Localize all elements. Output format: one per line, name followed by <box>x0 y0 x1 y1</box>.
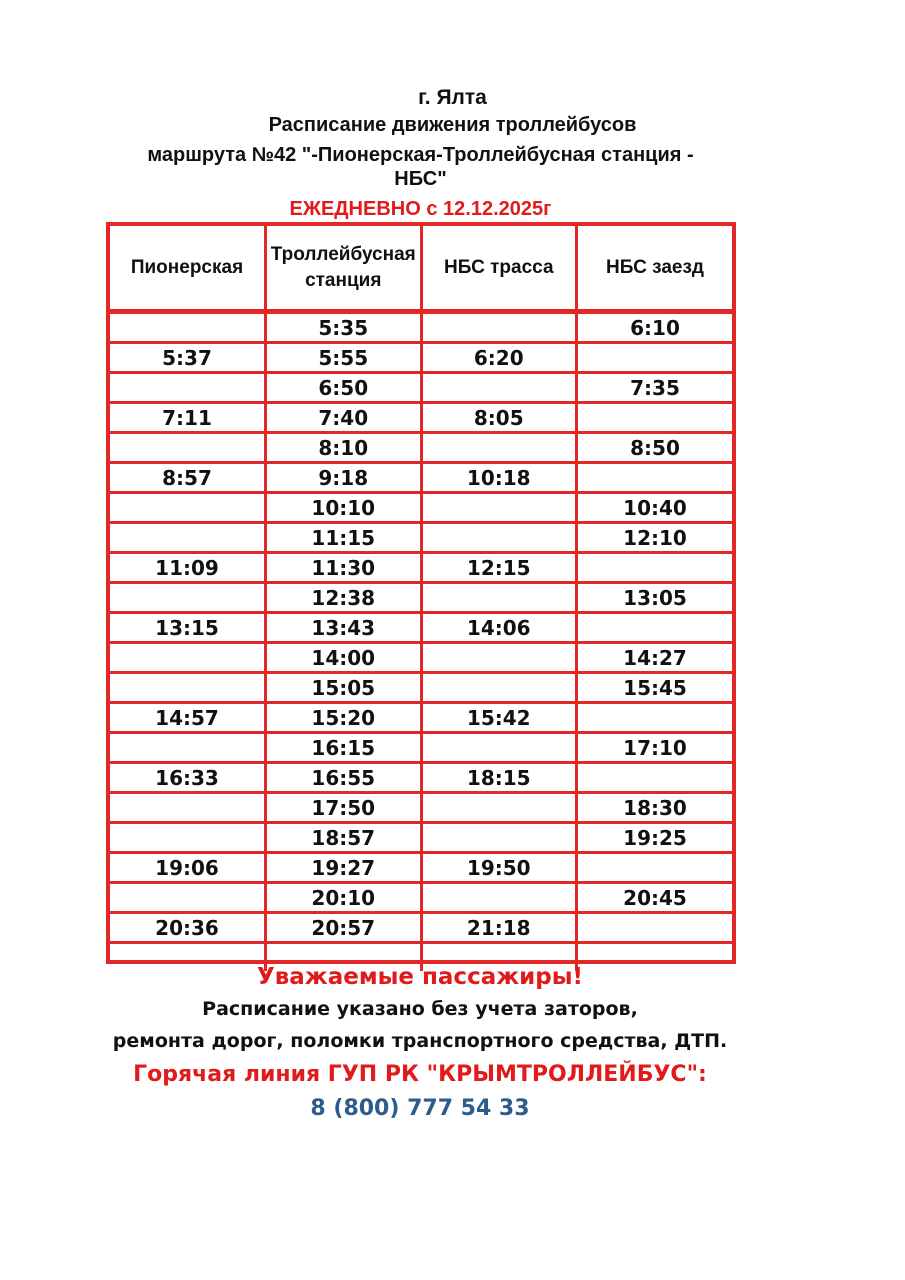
time-cell <box>577 763 733 793</box>
table-row <box>110 853 732 883</box>
route-title: маршрута №42 "-Пионерская-Троллейбусная станция - <box>147 144 694 166</box>
time-cell: 7:11 <box>110 403 266 433</box>
time-cell: 10:10 <box>266 493 422 523</box>
time-cell <box>577 853 733 883</box>
time-cell: 14:00 <box>266 643 422 673</box>
time-cell: 5:35 <box>266 312 422 343</box>
time-cell: 8:05 <box>421 403 577 433</box>
time-cell: 5:37 <box>110 343 266 373</box>
time-cell: 6:10 <box>577 312 733 343</box>
time-cell: 12:38 <box>266 583 422 613</box>
time-cell <box>577 403 733 433</box>
time-cell: 15:45 <box>577 673 733 703</box>
time-cell: 13:15 <box>110 613 266 643</box>
time-cell: 17:50 <box>266 793 422 823</box>
time-cell: 11:09 <box>110 553 266 583</box>
time-cell: 20:45 <box>577 883 733 913</box>
hotline-label: Горячая линия ГУП РК "КРЫМТРОЛЛЕЙБУС": <box>133 1062 707 1087</box>
column-header-pionerskaya: Пионерская <box>110 226 266 312</box>
time-cell <box>110 373 266 403</box>
column-header-trolleybus-station: Троллейбусная станция <box>266 226 422 312</box>
time-cell <box>577 343 733 373</box>
table-row <box>110 763 732 793</box>
time-cell <box>577 463 733 493</box>
time-cell: 19:50 <box>421 853 577 883</box>
time-cell <box>110 312 266 343</box>
time-cell <box>421 583 577 613</box>
table-row <box>110 673 732 703</box>
time-cell: 10:40 <box>577 493 733 523</box>
daily-effective-date: ЕЖЕДНЕВНО с 12.12.2025г <box>289 198 552 220</box>
time-cell <box>110 583 266 613</box>
time-cell <box>421 643 577 673</box>
time-cell: 15:05 <box>266 673 422 703</box>
table-row <box>110 553 732 583</box>
time-cell: 20:10 <box>266 883 422 913</box>
passenger-greeting: Уважаемые пассажиры! <box>257 964 583 990</box>
time-cell: 20:36 <box>110 913 266 943</box>
time-cell: 21:18 <box>421 913 577 943</box>
time-cell: 5:55 <box>266 343 422 373</box>
time-cell: 15:20 <box>266 703 422 733</box>
column-header-nbs-zaezd: НБС заезд <box>577 226 733 312</box>
time-cell <box>421 823 577 853</box>
schedule-rows <box>110 312 732 972</box>
time-cell: 7:40 <box>266 403 422 433</box>
time-cell: 12:15 <box>421 553 577 583</box>
time-cell: 16:15 <box>266 733 422 763</box>
time-cell: 16:55 <box>266 763 422 793</box>
time-cell <box>577 913 733 943</box>
time-cell <box>577 613 733 643</box>
route-title-end: НБС" <box>394 168 447 190</box>
time-cell <box>110 733 266 763</box>
column-header-nbs-trassa: НБС трасса <box>421 226 577 312</box>
time-cell <box>421 733 577 763</box>
time-cell <box>421 493 577 523</box>
time-cell: 11:30 <box>266 553 422 583</box>
time-cell <box>421 523 577 553</box>
time-cell: 9:18 <box>266 463 422 493</box>
table-row <box>110 433 732 463</box>
time-cell: 20:57 <box>266 913 422 943</box>
time-cell: 6:50 <box>266 373 422 403</box>
hotline-phone[interactable]: 8 (800) 777 54 33 <box>310 1096 530 1121</box>
city-title: г. Ялта <box>418 86 487 109</box>
table-row <box>110 463 732 493</box>
time-cell <box>421 673 577 703</box>
table-row <box>110 823 732 853</box>
table-row <box>110 883 732 913</box>
table-row <box>110 703 732 733</box>
time-cell <box>110 643 266 673</box>
time-cell <box>110 523 266 553</box>
time-cell: 8:57 <box>110 463 266 493</box>
time-cell <box>110 433 266 463</box>
time-cell <box>421 433 577 463</box>
table-row <box>110 493 732 523</box>
table-row <box>110 523 732 553</box>
time-cell: 14:57 <box>110 703 266 733</box>
table-row <box>110 343 732 373</box>
table-row <box>110 613 732 643</box>
time-cell <box>110 793 266 823</box>
time-cell <box>110 673 266 703</box>
time-cell: 13:43 <box>266 613 422 643</box>
time-cell <box>421 793 577 823</box>
schedule-table <box>106 222 736 964</box>
table-row <box>110 312 732 343</box>
time-cell: 8:50 <box>577 433 733 463</box>
time-cell <box>421 312 577 343</box>
time-cell: 16:33 <box>110 763 266 793</box>
time-cell: 18:57 <box>266 823 422 853</box>
time-cell: 14:27 <box>577 643 733 673</box>
disclaimer-line-2: ремонта дорог, поломки транспортного средства, ДТП. <box>112 1030 728 1052</box>
table-row <box>110 373 732 403</box>
time-cell: 19:27 <box>266 853 422 883</box>
time-cell: 12:10 <box>577 523 733 553</box>
time-cell: 7:35 <box>577 373 733 403</box>
time-cell: 18:15 <box>421 763 577 793</box>
time-cell: 19:25 <box>577 823 733 853</box>
time-cell <box>577 703 733 733</box>
table-row <box>110 733 732 763</box>
time-cell: 6:20 <box>421 343 577 373</box>
time-cell: 18:30 <box>577 793 733 823</box>
time-cell: 11:15 <box>266 523 422 553</box>
table-row <box>110 583 732 613</box>
time-cell <box>110 883 266 913</box>
time-cell: 17:10 <box>577 733 733 763</box>
time-cell: 8:10 <box>266 433 422 463</box>
table-row <box>110 403 732 433</box>
time-cell <box>110 823 266 853</box>
disclaimer-line-1: Расписание указано без учета заторов, <box>202 998 638 1020</box>
time-cell: 10:18 <box>421 463 577 493</box>
time-cell: 14:06 <box>421 613 577 643</box>
time-cell <box>577 553 733 583</box>
time-cell: 13:05 <box>577 583 733 613</box>
schedule-title: Расписание движения троллейбусов <box>268 114 637 136</box>
time-cell: 15:42 <box>421 703 577 733</box>
table-row <box>110 643 732 673</box>
time-cell <box>421 883 577 913</box>
table-row <box>110 793 732 823</box>
time-cell: 19:06 <box>110 853 266 883</box>
table-header-row <box>110 226 732 312</box>
time-cell <box>421 373 577 403</box>
table-row <box>110 913 732 943</box>
time-cell <box>110 493 266 523</box>
